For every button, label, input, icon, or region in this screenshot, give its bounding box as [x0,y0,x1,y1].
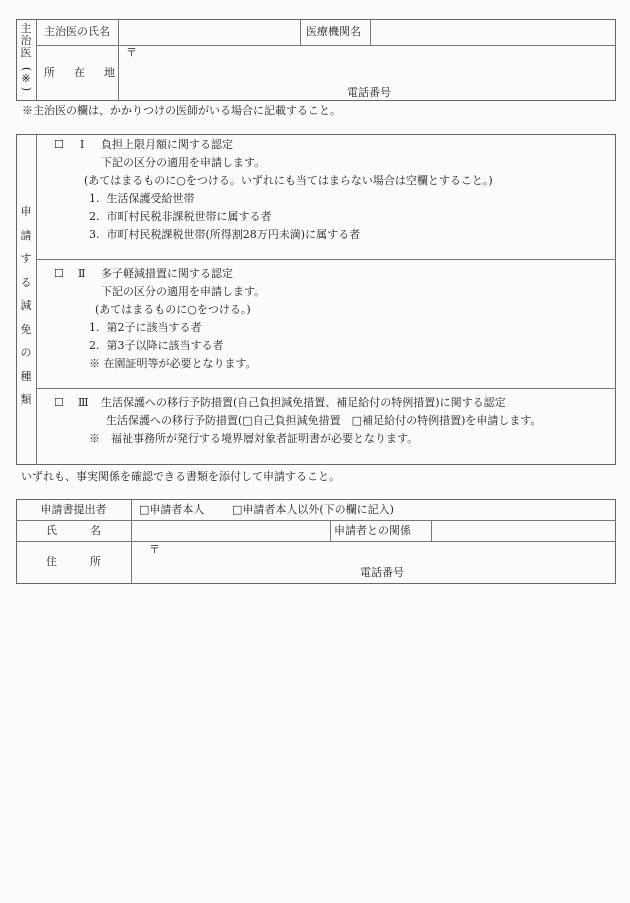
section-1-numeral: Ⅰ [80,138,85,151]
divider [36,19,37,101]
doctor-note: ※主治医の欄は、かかりつけの医師がいる場合に記載すること。 [22,104,341,117]
submitter-address-field[interactable] [132,542,615,564]
relation-label: 申請者との関係 [334,524,411,537]
section-3-note: ※ 福祉事務所が発行する境界層対象者証明書が必要となります。 [89,432,419,445]
doctor-side-label [16,22,36,96]
reduction-note: いずれも、事実関係を確認できる書類を添付して申請すること。 [21,470,340,483]
section-1-line1: 下記の区分の適用を申請します。 [101,156,266,169]
submitter-phone-field[interactable] [412,564,614,582]
side-char: 減 [20,299,32,312]
doctor-address-field[interactable] [119,46,615,84]
submitter-name-label: 氏 名 [46,524,101,537]
submitter-address-label: 住 所 [46,555,101,568]
doctor-phone-label: 電話番号 [347,86,391,99]
section-3-title: 生活保護への移行予防措置(自己負担減免措置、補足給付の特例措置)に関する認定 [101,396,506,409]
side-char: る [20,275,32,289]
divider [36,259,616,260]
side-char: の [20,346,32,359]
divider [330,520,331,541]
section-3-numeral: Ⅲ [78,396,89,409]
institution-label: 医療機関名 [306,25,361,38]
side-char: 種 [20,369,32,383]
section-2-line2: (あてはまるものに○をつける。) [95,303,251,316]
section-1-option-1[interactable]: 1. 生活保護受給世帯 [89,192,195,205]
relation-field[interactable] [432,521,615,540]
side-char: ) [20,86,33,92]
submitter-option-self[interactable]: □申請者本人 [139,503,205,516]
postal-mark-icon: 〒 [149,543,160,556]
divider [300,19,301,45]
section-1-option-3[interactable]: 3. 市町村民税課税世帯(所得割28万円未満)に属する者 [89,228,361,241]
submitter-name-field[interactable] [132,521,329,540]
section-2-option-2[interactable]: 2. 第3子以降に該当する者 [89,339,224,352]
checkbox-section-1[interactable]: ☐ [54,138,64,151]
doctor-address-label: 所 在 地 [44,66,119,79]
reduction-side-label [16,200,36,412]
divider [36,134,37,465]
submitter-label: 申請書提出者 [40,503,107,516]
postal-mark-icon: 〒 [126,46,137,59]
doctor-name-label: 主治医の氏名 [44,25,110,38]
section-2-title: 多子軽減措置に関する認定 [101,267,233,280]
side-char: 治 [20,34,32,47]
section-2-numeral: Ⅱ [78,267,86,280]
side-char: 類 [20,393,32,406]
section-1-title: 負担上限月額に関する認定 [101,138,233,151]
section-1-line2: (あてはまるものに○をつける。いずれにも当てはまらない場合は空欄とすること。) [84,174,493,187]
side-char: 申 [20,205,32,218]
side-char: 主 [20,22,32,35]
doctor-name-field[interactable] [119,20,299,44]
section-3-line1[interactable]: 生活保護への移行予防措置(□自己負担減免措置 □補足給付の特例措置)を申請します。 [106,414,542,427]
submitter-phone-label: 電話番号 [360,566,404,579]
side-char: ※ [21,72,31,85]
section-1-option-2[interactable]: 2. 市町村民税非課税世帯に属する者 [89,210,272,223]
side-char: 医 [20,46,32,59]
institution-field[interactable] [371,20,615,44]
checkbox-section-3[interactable]: ☐ [54,396,64,409]
submitter-option-other[interactable]: □申請者本人以外(下の欄に記入) [232,503,394,516]
side-char: 請 [20,228,32,242]
side-char: す [20,252,32,265]
checkbox-section-2[interactable]: ☐ [54,267,64,280]
section-2-note: ※ 在園証明等が必要となります。 [89,357,257,370]
section-2-option-1[interactable]: 1. 第2子に該当する者 [89,321,202,334]
doctor-phone-field[interactable] [400,84,614,100]
side-char: 免 [20,322,32,336]
divider [36,388,616,389]
side-char: ( [20,66,33,72]
section-2-line1: 下記の区分の適用を申請します。 [101,285,266,298]
